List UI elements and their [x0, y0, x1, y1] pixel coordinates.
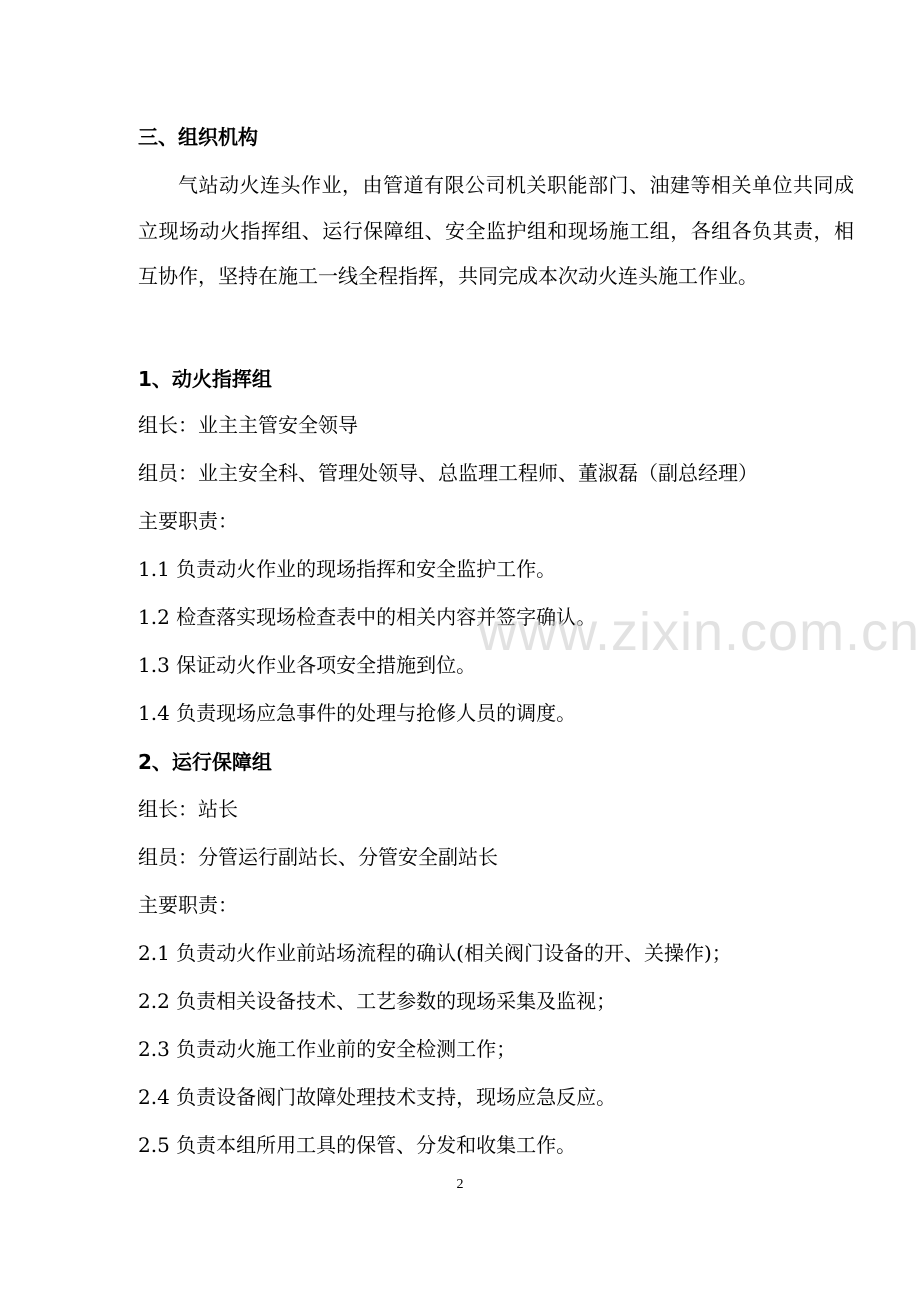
group2-duty-item: 2.2 负责相关设备技术、工艺参数的现场采集及监视； [138, 989, 617, 1013]
group1-heading: 1、动火指挥组 [138, 367, 272, 391]
group1-members: 组员：业主安全科、管理处领导、总监理工程师、董淑磊（副总经理） [138, 461, 758, 485]
group2-duty-item: 2.5 负责本组所用工具的保管、分发和收集工作。 [138, 1133, 577, 1157]
group1-duties-title: 主要职责： [138, 509, 238, 533]
group1-duty-item: 1.1 负责动火作业的现场指挥和安全监护工作。 [138, 557, 557, 581]
group2-leader: 组长：站长 [138, 797, 238, 821]
watermark: www.zixin.com.cn [478, 602, 920, 662]
group1-duty-item: 1.3 保证动火作业各项安全措施到位。 [138, 653, 477, 677]
group1-duty-item: 1.2 检查落实现场检查表中的相关内容并签字确认。 [138, 605, 597, 629]
group2-heading: 2、运行保障组 [138, 750, 272, 774]
section-heading: 三、组织机构 [138, 125, 258, 149]
group1-leader: 组长：业主主管安全领导 [138, 413, 358, 437]
group2-members: 组员：分管运行副站长、分管安全副站长 [138, 845, 498, 869]
group2-duty-item: 2.3 负责动火施工作业前的安全检测工作； [138, 1037, 517, 1061]
group2-duty-item: 2.4 负责设备阀门故障处理技术支持，现场应急反应。 [138, 1085, 617, 1109]
page-number: 2 [456, 1177, 464, 1192]
group2-duty-item: 2.1 负责动火作业前站场流程的确认(相关阀门设备的开、关操作)； [138, 941, 732, 965]
group2-duties-title: 主要职责： [138, 893, 238, 917]
intro-paragraph: 气站动火连头作业，由管道有限公司机关职能部门、油建等相关单位共同成立现场动火指挥组、运行保障组、安全监护组和现场施工组，各组各负其责，相互协作，坚持在施工一线全程指挥，共同完成本次动火连头施工作业。 [138, 173, 854, 288]
group1-duty-item: 1.4 负责现场应急事件的处理与抢修人员的调度。 [138, 701, 577, 725]
